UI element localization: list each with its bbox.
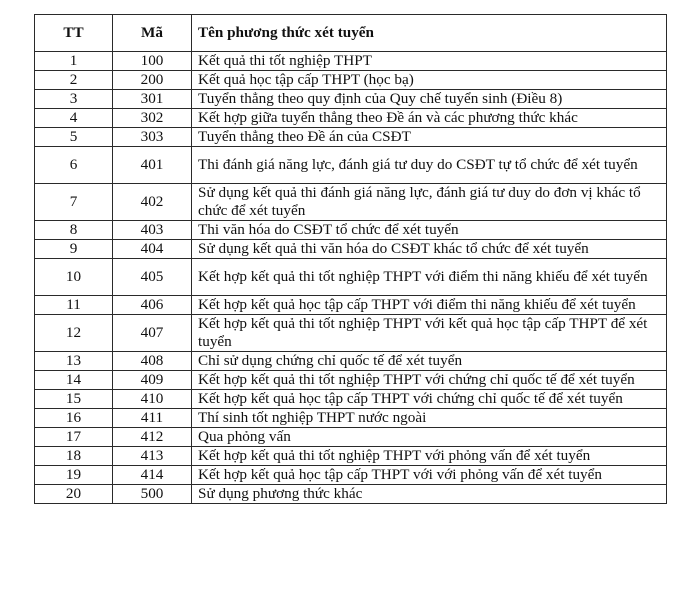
cell-method-name: Sử dụng kết quả thi đánh giá năng lực, đánh giá tư duy do đơn vị khác tổ chức để xét tuyển bbox=[192, 184, 667, 221]
table-row bbox=[35, 485, 667, 504]
cell-method-name: Kết hợp kết quả thi tốt nghiệp THPT với điểm thi năng khiếu để xét tuyển bbox=[192, 259, 667, 296]
table-row bbox=[35, 90, 667, 109]
cell-tt: 11 bbox=[35, 296, 113, 315]
cell-tt: 10 bbox=[35, 259, 113, 296]
table-row bbox=[35, 466, 667, 485]
cell-ma: 407 bbox=[113, 315, 192, 352]
cell-tt: 9 bbox=[35, 240, 113, 259]
table-row bbox=[35, 240, 667, 259]
cell-ma: 303 bbox=[113, 128, 192, 147]
cell-ma: 414 bbox=[113, 466, 192, 485]
cell-tt: 20 bbox=[35, 485, 113, 504]
cell-tt: 19 bbox=[35, 466, 113, 485]
cell-tt: 14 bbox=[35, 371, 113, 390]
cell-ma: 406 bbox=[113, 296, 192, 315]
cell-ma: 410 bbox=[113, 390, 192, 409]
header-ma: Mã bbox=[113, 15, 192, 52]
cell-ma: 411 bbox=[113, 409, 192, 428]
table-row bbox=[35, 221, 667, 240]
cell-method-name: Thi văn hóa do CSĐT tổ chức để xét tuyển bbox=[192, 221, 667, 240]
cell-ma: 404 bbox=[113, 240, 192, 259]
cell-tt: 16 bbox=[35, 409, 113, 428]
table-row bbox=[35, 259, 667, 296]
table-header bbox=[35, 15, 667, 52]
table-row bbox=[35, 390, 667, 409]
cell-ma: 409 bbox=[113, 371, 192, 390]
cell-ma: 200 bbox=[113, 71, 192, 90]
header-tt: TT bbox=[35, 15, 113, 52]
table-row bbox=[35, 184, 667, 221]
cell-method-name: Kết quả học tập cấp THPT (học bạ) bbox=[192, 71, 667, 90]
cell-ma: 301 bbox=[113, 90, 192, 109]
cell-ma: 500 bbox=[113, 485, 192, 504]
table-row bbox=[35, 409, 667, 428]
table-row bbox=[35, 428, 667, 447]
cell-tt: 1 bbox=[35, 52, 113, 71]
cell-tt: 8 bbox=[35, 221, 113, 240]
cell-tt: 7 bbox=[35, 184, 113, 221]
cell-ma: 402 bbox=[113, 184, 192, 221]
table-row bbox=[35, 371, 667, 390]
header-method-name: Tên phương thức xét tuyển bbox=[192, 15, 667, 52]
cell-tt: 5 bbox=[35, 128, 113, 147]
cell-ma: 412 bbox=[113, 428, 192, 447]
cell-tt: 12 bbox=[35, 315, 113, 352]
cell-method-name: Sử dụng phương thức khác bbox=[192, 485, 667, 504]
cell-method-name: Kết hợp kết quả thi tốt nghiệp THPT với phỏng vấn để xét tuyển bbox=[192, 447, 667, 466]
cell-tt: 3 bbox=[35, 90, 113, 109]
cell-ma: 100 bbox=[113, 52, 192, 71]
table-row bbox=[35, 147, 667, 184]
cell-ma: 401 bbox=[113, 147, 192, 184]
cell-tt: 2 bbox=[35, 71, 113, 90]
cell-method-name: Sử dụng kết quả thi văn hóa do CSĐT khác tổ chức để xét tuyển bbox=[192, 240, 667, 259]
table-row bbox=[35, 447, 667, 466]
cell-method-name: Chỉ sử dụng chứng chỉ quốc tế để xét tuyển bbox=[192, 352, 667, 371]
cell-method-name: Kết hợp giữa tuyển thẳng theo Đề án và các phương thức khác bbox=[192, 109, 667, 128]
cell-ma: 408 bbox=[113, 352, 192, 371]
cell-method-name: Kết quả thi tốt nghiệp THPT bbox=[192, 52, 667, 71]
cell-method-name: Thi đánh giá năng lực, đánh giá tư duy do CSĐT tự tổ chức để xét tuyển bbox=[192, 147, 667, 184]
cell-method-name: Kết hợp kết quả thi tốt nghiệp THPT với kết quả học tập cấp THPT để xét tuyển bbox=[192, 315, 667, 352]
table-row bbox=[35, 109, 667, 128]
cell-ma: 413 bbox=[113, 447, 192, 466]
cell-tt: 13 bbox=[35, 352, 113, 371]
cell-method-name: Kết hợp kết quả học tập cấp THPT với điểm thi năng khiếu để xét tuyển bbox=[192, 296, 667, 315]
table-row bbox=[35, 315, 667, 352]
table-row bbox=[35, 296, 667, 315]
cell-method-name: Tuyển thẳng theo Đề án của CSĐT bbox=[192, 128, 667, 147]
cell-method-name: Tuyển thẳng theo quy định của Quy chế tuyển sinh (Điều 8) bbox=[192, 90, 667, 109]
table-row bbox=[35, 71, 667, 90]
header-row bbox=[35, 15, 667, 52]
table-row bbox=[35, 128, 667, 147]
cell-ma: 405 bbox=[113, 259, 192, 296]
admission-methods-table bbox=[34, 14, 667, 504]
table-row bbox=[35, 352, 667, 371]
cell-ma: 403 bbox=[113, 221, 192, 240]
cell-tt: 4 bbox=[35, 109, 113, 128]
cell-tt: 18 bbox=[35, 447, 113, 466]
cell-method-name: Kết hợp kết quả học tập cấp THPT với chứng chỉ quốc tế để xét tuyển bbox=[192, 390, 667, 409]
cell-method-name: Kết hợp kết quả học tập cấp THPT với với phỏng vấn để xét tuyển bbox=[192, 466, 667, 485]
cell-method-name: Qua phỏng vấn bbox=[192, 428, 667, 447]
cell-method-name: Thí sinh tốt nghiệp THPT nước ngoài bbox=[192, 409, 667, 428]
cell-tt: 17 bbox=[35, 428, 113, 447]
cell-tt: 6 bbox=[35, 147, 113, 184]
cell-method-name: Kết hợp kết quả thi tốt nghiệp THPT với chứng chỉ quốc tế để xét tuyển bbox=[192, 371, 667, 390]
table-body bbox=[35, 52, 667, 504]
cell-ma: 302 bbox=[113, 109, 192, 128]
table-row bbox=[35, 52, 667, 71]
cell-tt: 15 bbox=[35, 390, 113, 409]
